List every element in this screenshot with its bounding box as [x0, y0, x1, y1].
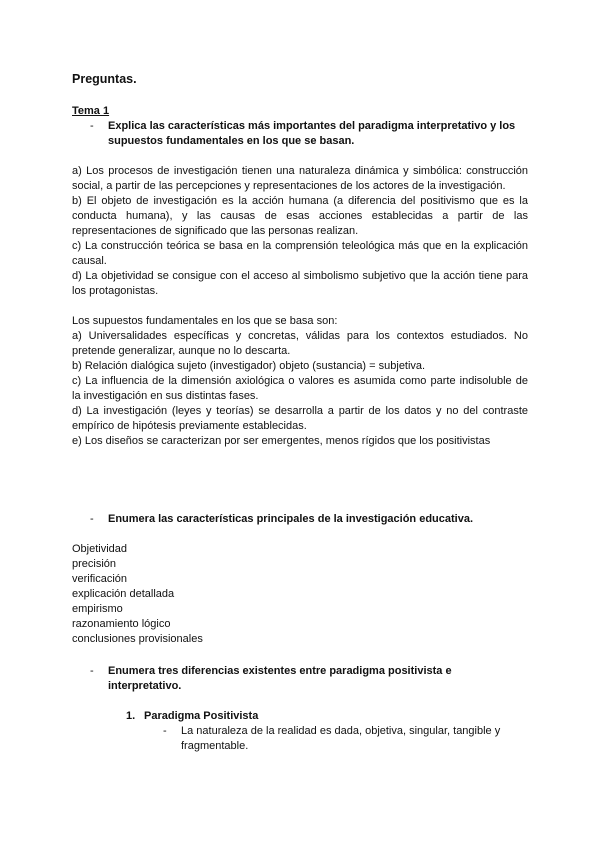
characteristic-item: precisión [72, 558, 117, 570]
characteristic-item: razonamiento lógico [72, 618, 171, 630]
answer-b-line: c) La influencia de la dimensión axiológica o valores es asumida como parte indisoluble de [72, 375, 528, 387]
page-heading: Preguntas. [72, 72, 137, 86]
topic-title: Tema 1 [72, 105, 110, 117]
characteristic-item: verificación [72, 573, 128, 585]
q3-line-1: Enumera tres diferencias existentes entre paradigma positivista e [108, 665, 452, 677]
q2-line-1: Enumera las características principales de la investigación educativa. [108, 513, 474, 525]
q2-bullet: - [90, 513, 94, 525]
answer-a-line: c) La construcción teórica se basa en la comprensión teleológica más que en la explicación [72, 240, 528, 252]
section-1-line-2: fragmentable. [181, 740, 249, 752]
answer-b-line: b) Relación dialógica sujeto (investigador) objeto (sustancia) = subjetiva. [72, 360, 426, 372]
characteristic-item: conclusiones provisionales [72, 633, 203, 645]
answer-a-line: b) El objeto de investigación es la acción humana (a diferencia del positivismo que es la [72, 195, 528, 207]
answer-a-line: conducta humana), y las causas de esas acciones establecidas a partir de las [72, 210, 528, 222]
answer-b-line: d) La investigación (leyes y teorías) se desarrolla a partir de los datos y no del contraste [72, 405, 528, 417]
answer-a-line: los protagonistas. [72, 285, 159, 297]
q1-line-2: supuestos fundamentales en los que se basan. [108, 135, 355, 147]
answer-b-line: la investigación en sus distintas fases. [72, 390, 259, 402]
answer-b-line: pretende generalizar, aunque no lo descarta. [72, 345, 291, 357]
answer-b-line: Los supuestos fundamentales en los que se basa son: [72, 315, 338, 327]
q3-bullet: - [90, 665, 94, 677]
q1-bullet: - [90, 120, 94, 132]
answer-a-line: causal. [72, 255, 107, 267]
q3-line-2: interpretativo. [108, 680, 182, 692]
answer-a-line: social, a partir de las percepciones y representaciones de los actores de la investigación. [72, 180, 506, 192]
answer-a-line: representaciones de significado que las personas realizan. [72, 225, 359, 237]
answer-a-line: d) La objetividad se consigue con el acceso al simbolismo subjetivo que la acción tiene para [72, 270, 528, 282]
q1-line-1: Explica las características más importantes del paradigma interpretativo y los [108, 120, 516, 132]
answer-a-line: a) Los procesos de investigación tienen una naturaleza dinámica y simbólica: construcción [72, 165, 528, 177]
answer-b-line: a) Universalidades específicas y concretas, válidas para los contextos estudiados. No [72, 330, 528, 342]
section-1-number: 1. [126, 710, 136, 722]
section-1-bullet: - [163, 725, 167, 737]
characteristic-item: explicación detallada [72, 588, 175, 600]
answer-b-line: e) Los diseños se caracterizan por ser emergentes, menos rígidos que los positivistas [72, 435, 491, 447]
characteristic-item: empirismo [72, 603, 123, 615]
answer-b-line: empírico de hipótesis previamente establecidas. [72, 420, 307, 432]
characteristic-item: Objetividad [72, 543, 128, 555]
section-1-line-1: La naturaleza de la realidad es dada, objetiva, singular, tangible y [181, 725, 501, 737]
section-1-title: Paradigma Positivista [144, 710, 259, 722]
